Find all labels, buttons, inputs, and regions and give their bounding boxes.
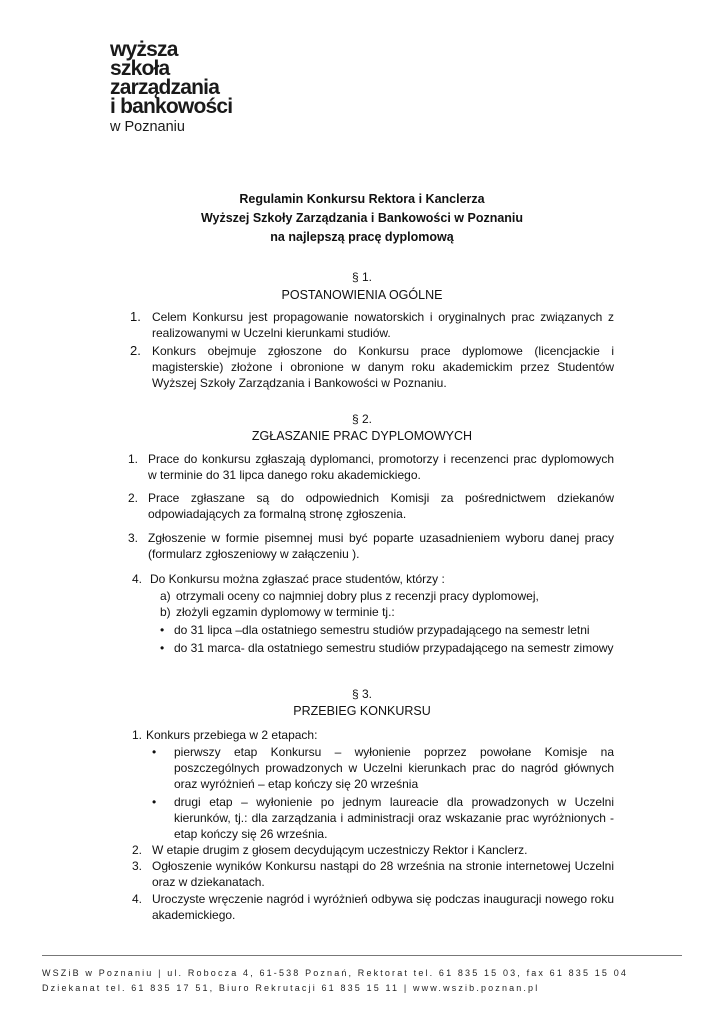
bullet-icon: • [160, 623, 165, 637]
logo-line-4: i bankowości [110, 95, 233, 118]
logo-city: w Poznaniu [110, 119, 185, 135]
bullet-item [152, 794, 614, 842]
title-line-1: Regulamin Konkursu Rektora i Kanclerza [239, 192, 485, 206]
list-item [132, 891, 614, 923]
list-item [128, 530, 614, 562]
list-item [132, 842, 614, 858]
item-text: Prace do konkursu zgłaszają dyplomanci, promotorzy i recenzenci prac dyplomowych w terminie do 31 lipca danego roku akademickiego. [148, 452, 614, 482]
item-text: drugi etap – wyłonienie po jednym laureacie dla prowadzonych w Uczelni kierunków, tj.: dla zarządzania i administracji oraz wskazanie prac wyróżnionych - etap kończy się 26 września. [174, 795, 614, 841]
sub-item [160, 588, 614, 604]
item-text: do 31 marca- dla ostatniego semestru studiów przypadającego na semestr zimowy [174, 641, 614, 655]
item-text: Uroczyste wręczenie nagród i wyróżnień odbywa się podczas inauguracji nowego roku akademickiego. [152, 892, 614, 922]
item-text: Celem Konkursu jest propagowanie nowatorskich i oryginalnych prac związanych z realizowanymi w Uczelni kierunkami studiów. [152, 310, 614, 340]
list-item [130, 343, 614, 391]
footer-line-1: WSZiB w Poznaniu | ul. Robocza 4, 61-538 Poznań, Rektorat tel. 61 835 15 03, fax 61 835 15 04 [42, 968, 629, 978]
item-text: Konkurs przebiega w 2 etapach: [146, 728, 318, 742]
title-line-3: na najlepszą pracę dyplomową [270, 230, 454, 244]
section-2-mark: § 2. [351, 412, 372, 426]
section-2-heading: ZGŁASZANIE PRAC DYPLOMOWYCH [251, 429, 473, 443]
item-text: do 31 lipca –dla ostatniego semestru studiów przypadającego na semestr letni [174, 623, 590, 637]
sub-item [160, 604, 614, 620]
item-number: 3. [132, 859, 143, 873]
section-1-mark: § 1. [351, 270, 372, 284]
title-line-2: Wyższej Szkoły Zarządzania i Bankowości w Poznaniu [200, 211, 524, 225]
section-3-heading: PRZEBIEG KONKURSU [293, 704, 431, 718]
item-number: 1. [128, 452, 139, 466]
section-1-heading: POSTANOWIENIA OGÓLNE [281, 288, 443, 302]
item-number: 4. [132, 892, 143, 906]
item-number: 1. [130, 309, 141, 324]
item-number: 4. [132, 572, 143, 586]
list-item [132, 571, 614, 587]
list-item [132, 858, 614, 890]
bullet-item [160, 622, 614, 638]
bullet-icon: • [152, 795, 157, 809]
item-letter: b) [160, 605, 171, 619]
item-text: Konkurs obejmuje zgłoszone do Konkursu prace dyplomowe (licencjackie i magisterskie) złożone i obronione w danym roku akademickim przez Studentów Wyższej Szkoły Zarządzania i Bankowości w Poznaniu. [152, 344, 614, 390]
item-letter: a) [160, 589, 171, 603]
bullet-icon: • [152, 745, 157, 759]
item-text: Zgłoszenie w formie pisemnej musi być poparte uzasadnieniem wyboru danej pracy (formularz zgłoszeniowy w załączeniu ). [148, 531, 614, 561]
logo-line-3: zarządzania [110, 76, 220, 99]
item-number: 2. [132, 843, 143, 857]
footer-line-2: Dziekanat tel. 61 835 17 51, Biuro Rekrutacji 61 835 15 11 | www.wszib.poznan.pl [42, 983, 540, 993]
bullet-item [160, 640, 614, 656]
section-3-mark: § 3. [351, 687, 372, 701]
logo-line-2: szkoła [110, 57, 170, 80]
item-number: 2. [128, 491, 139, 505]
item-number: 3. [128, 531, 139, 545]
list-item [132, 727, 614, 743]
item-text: złożyli egzamin dyplomowy w terminie tj.: [176, 605, 395, 619]
item-text: pierwszy etap Konkursu – wyłonienie poprzez powołane Komisje na poszczególnych prowadzonych w Uczelni kierunkach prac do nagród głównych oraz wyróżnień – etap kończy się 20 września [174, 745, 614, 791]
item-number: 1. [132, 728, 143, 742]
footer-divider [42, 955, 682, 956]
item-text: Do Konkursu można zgłaszać prace studentów, którzy : [150, 572, 445, 586]
item-text: otrzymali oceny co najmniej dobry plus z recenzji pracy dyplomowej, [176, 589, 539, 603]
logo-line-1: wyższa [110, 38, 178, 61]
item-number: 2. [130, 343, 141, 358]
list-item [130, 309, 614, 341]
university-logo [110, 40, 232, 136]
item-text: Ogłoszenie wyników Konkursu nastąpi do 28 września na stronie internetowej Uczelni oraz w dziekanatach. [152, 859, 614, 889]
list-item [128, 451, 614, 483]
item-text: Prace zgłaszane są do odpowiednich Komisji za pośrednictwem dziekanów odpowiadających za formalną stronę zgłoszenia. [148, 491, 614, 521]
list-item [128, 490, 614, 522]
bullet-icon: • [160, 641, 165, 655]
item-text: W etapie drugim z głosem decydującym uczestniczy Rektor i Kanclerz. [152, 843, 528, 857]
bullet-item [152, 744, 614, 792]
